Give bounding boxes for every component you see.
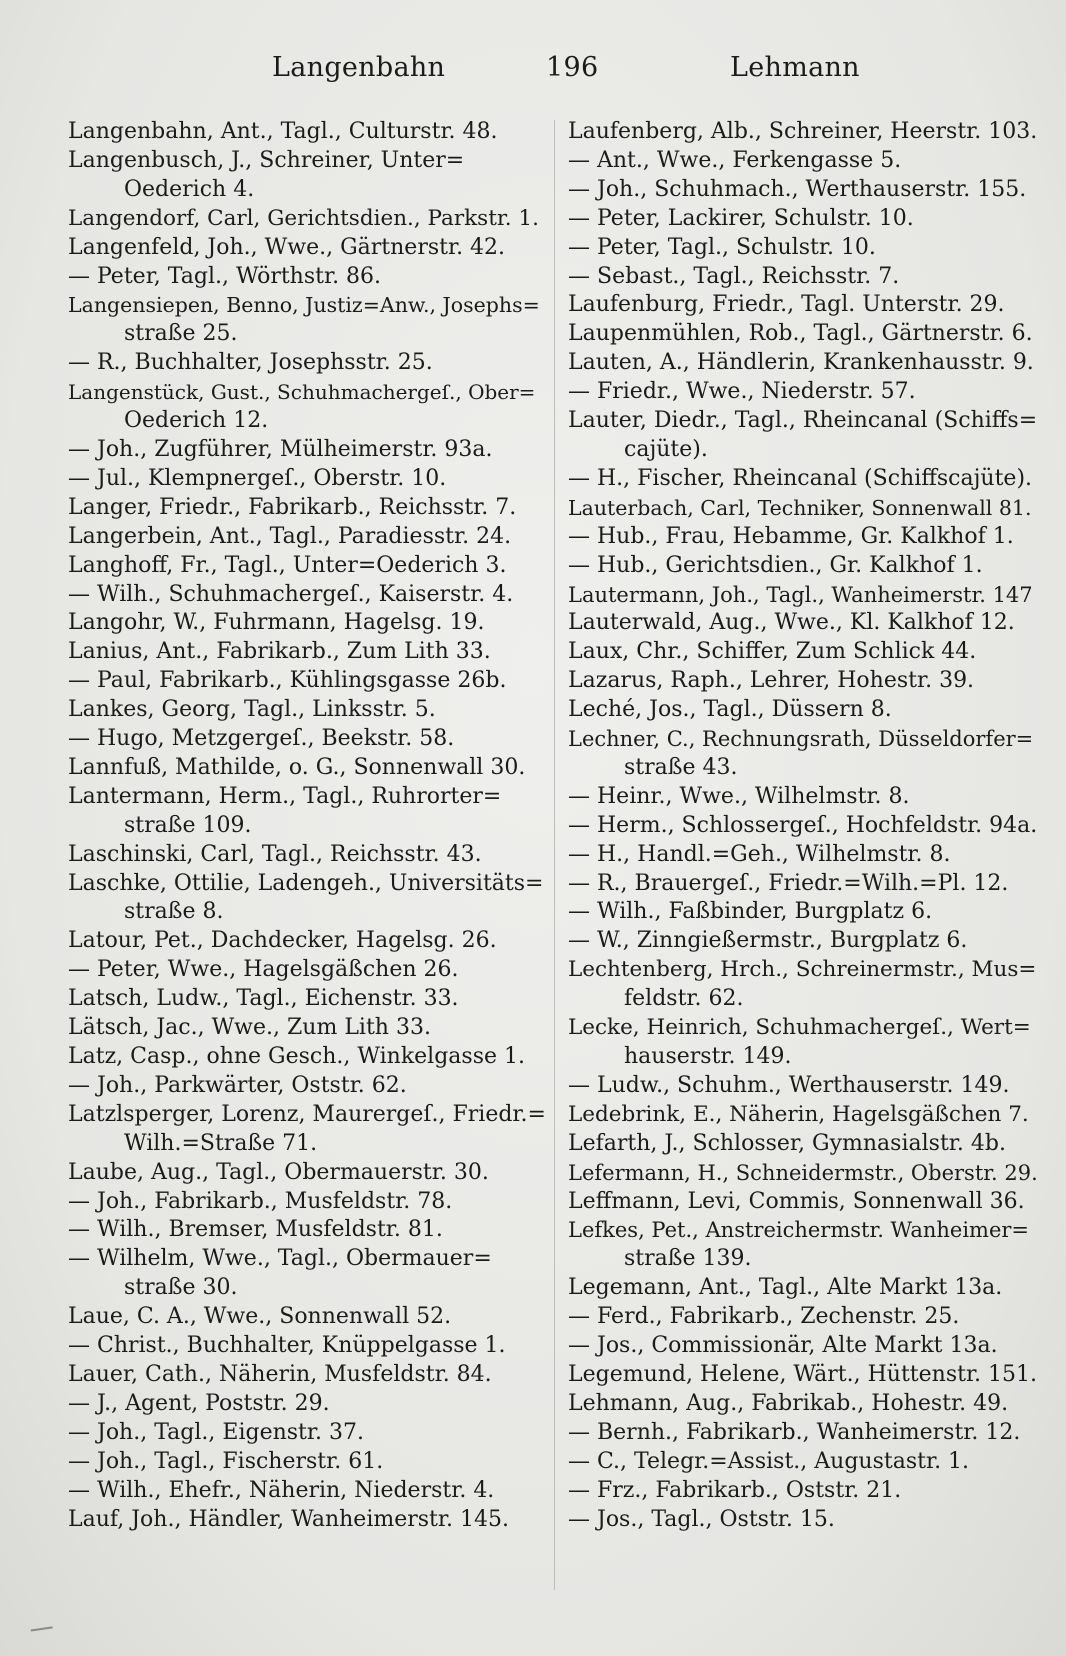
right-column [568, 118, 1038, 1534]
header-left-keyword: Langenbahn [272, 52, 446, 83]
directory-entry: Latsch, Ludw., Tagl., Eichenstr. 33. [68, 986, 459, 1012]
directory-entry: Langohr, W., Fuhrmann, Hagelsg. 19. [68, 610, 485, 636]
directory-entry: Langenbahn, Ant., Tagl., Culturstr. 48. [68, 119, 498, 144]
page-header [0, 52, 1066, 92]
directory-entry: Lauten, A., Händlerin, Krankenhausstr. 9. [568, 350, 1034, 376]
directory-entry: — C., Telegr.=Assist., Augustastr. 1. [568, 1448, 970, 1474]
directory-entry: — Peter, Lackirer, Schulstr. 10. [568, 205, 914, 231]
directory-entry: — Joh., Zugführer, Mülheimerstr. 93a. [68, 436, 493, 462]
header-right-keyword: Lehmann [730, 52, 860, 83]
directory-entry: Langendorf, Carl, Gerichtsdien., Parkstr. 1. [68, 205, 539, 231]
directory-entry: Leché, Jos., Tagl., Düssern 8. [568, 697, 892, 723]
directory-entry: feldstr. 62. [624, 986, 744, 1012]
directory-entry: straße 139. [624, 1246, 752, 1272]
page-number: 196 [546, 52, 599, 83]
directory-entry: Langhoff, Fr., Tagl., Unter=Oederich 3. [68, 552, 507, 578]
directory-entry: Lechner, C., Rechnungsrath, Düsseldorfer= [568, 727, 1034, 752]
directory-entry: Laue, C. A., Wwe., Sonnenwall 52. [68, 1304, 452, 1330]
directory-entry: Langensiepen, Benno, Justiz=Anw., Josephs= [68, 293, 540, 318]
directory-entry: Lätsch, Jac., Wwe., Zum Lith 33. [68, 1015, 431, 1041]
directory-entry: — Ludw., Schuhm., Werthauserstr. 149. [568, 1072, 1010, 1098]
directory-entry: Langer, Friedr., Fabrikarb., Reichsstr. 7. [68, 494, 517, 520]
directory-entry: Lankes, Georg, Tagl., Linksstr. 5. [68, 697, 436, 723]
directory-entry: — Bernh., Fabrikarb., Wanheimerstr. 12. [568, 1419, 1021, 1445]
directory-entry: — Ant., Wwe., Ferkengasse 5. [568, 147, 902, 173]
directory-entry: Laube, Aug., Tagl., Obermauerstr. 30. [68, 1159, 489, 1185]
directory-entry: — J., Agent, Poststr. 29. [68, 1390, 330, 1416]
directory-entry: Langerbein, Ant., Tagl., Paradiesstr. 24. [68, 523, 512, 549]
directory-entry: Lechtenberg, Hrch., Schreinermstr., Mus= [568, 957, 1037, 983]
directory-entry: — Peter, Tagl., Wörthstr. 86. [68, 263, 382, 289]
directory-entry: Latzlsperger, Lorenz, Maurergeſ., Friedr.= [68, 1101, 546, 1127]
directory-entry: straße 30. [124, 1275, 238, 1301]
directory-entry: — Joh., Schuhmach., Werthauserstr. 155. [568, 176, 1027, 202]
directory-entry: Laufenburg, Friedr., Tagl. Unterstr. 29. [568, 292, 1005, 318]
directory-entry: Lecke, Heinrich, Schuhmachergeſ., Wert= [568, 1015, 1031, 1041]
directory-entry: — W., Zinngießermstr., Burgplatz 6. [568, 928, 968, 954]
directory-entry: Lauterwald, Aug., Wwe., Kl. Kalkhof 12. [568, 610, 1015, 636]
directory-entry: cajüte). [624, 436, 708, 462]
directory-entry: Lauterbach, Carl, Techniker, Sonnenwall 81. [568, 495, 1032, 520]
directory-entry: — Joh., Parkwärter, Oststr. 62. [68, 1072, 407, 1098]
directory-entry: Latz, Casp., ohne Gesch., Winkelgasse 1. [68, 1044, 525, 1069]
directory-entry: Oederich 12. [124, 408, 269, 434]
left-column [68, 118, 546, 1534]
directory-entry: Lazarus, Raph., Lehrer, Hohestr. 39. [568, 668, 975, 694]
directory-entry: — Wilhelm, Wwe., Tagl., Obermauer= [68, 1246, 492, 1272]
directory-entry: Langenfeld, Joh., Wwe., Gärtnerstr. 42. [68, 234, 506, 260]
directory-entry: — Wilh., Ehefr., Näherin, Niederstr. 4. [68, 1477, 495, 1503]
directory-entry: — Jul., Klempnergeſ., Oberstr. 10. [68, 465, 447, 491]
directory-entry: Lannfuß, Mathilde, o. G., Sonnenwall 30. [68, 754, 526, 780]
directory-entry: — Herm., Schlossergeſ., Hochfeldstr. 94a. [568, 812, 1038, 838]
directory-entry: — Joh., Fabrikarb., Musfeldstr. 78. [68, 1188, 453, 1214]
directory-entry: straße 8. [124, 899, 224, 925]
directory-entry: Legemann, Ant., Tagl., Alte Markt 13a. [568, 1275, 1003, 1301]
directory-entry: Lefkes, Pet., Anstreichermstr. Wanheimer= [568, 1218, 1030, 1243]
directory-entry: — Wilh., Bremser, Musfeldstr. 81. [68, 1217, 443, 1243]
directory-entry: — R., Buchhalter, Josephsstr. 25. [68, 350, 433, 376]
directory-entry: straße 25. [124, 321, 238, 347]
directory-entry: — Hub., Frau, Hebamme, Gr. Kalkhof 1. [568, 523, 1014, 549]
directory-entry: Laschke, Ottilie, Ladengeh., Universitäts= [68, 870, 544, 896]
directory-entry: — Heinr., Wwe., Wilhelmstr. 8. [568, 783, 910, 809]
directory-entry: — Ferd., Fabrikarb., Zechenstr. 25. [568, 1304, 960, 1330]
directory-entry: — Paul, Fabrikarb., Kühlingsgasse 26b. [68, 668, 507, 694]
directory-entry: — Peter, Wwe., Hagelsgäßchen 26. [68, 957, 459, 983]
directory-entry: — Jos., Commissionär, Alte Markt 13a. [568, 1333, 998, 1359]
directory-entry: — Wilh., Schuhmachergeſ., Kaiserstr. 4. [68, 581, 514, 607]
directory-entry: Lauer, Cath., Näherin, Musfeldstr. 84. [68, 1361, 492, 1387]
directory-entry: Ledebrink, E., Näherin, Hagelsgäßchen 7. [568, 1101, 1029, 1127]
directory-entry: straße 43. [624, 754, 738, 780]
directory-entry: Langenbusch, J., Schreiner, Unter= [68, 147, 465, 173]
directory-entry: Legemund, Helene, Wärt., Hüttenstr. 151. [568, 1361, 1038, 1387]
corner-mark [29, 1617, 52, 1632]
directory-entry: Lefarth, J., Schlosser, Gymnasialstr. 4b. [568, 1130, 1006, 1156]
directory-entry: — R., Brauergeſ., Friedr.=Wilh.=Pl. 12. [568, 870, 1009, 896]
directory-entry: Lauf, Joh., Händler, Wanheimerstr. 145. [68, 1506, 509, 1532]
directory-entry: — H., Fischer, Rheincanal (Schiffscajüte). [568, 465, 1033, 491]
directory-entry: Laschinski, Carl, Tagl., Reichsstr. 43. [68, 841, 482, 867]
directory-entry: Laupenmühlen, Rob., Tagl., Gärtnerstr. 6. [568, 321, 1033, 347]
directory-entry: — Sebast., Tagl., Reichsstr. 7. [568, 263, 900, 289]
directory-entry: Lehmann, Aug., Fabrikab., Hohestr. 49. [568, 1390, 1009, 1416]
directory-entry: Leffmann, Levi, Commis, Sonnenwall 36. [568, 1188, 1025, 1214]
directory-entry: Lefermann, H., Schneidermstr., Oberstr. 29. [568, 1160, 1038, 1185]
directory-entry: — Friedr., Wwe., Niederstr. 57. [568, 379, 916, 405]
directory-entry: — Wilh., Faßbinder, Burgplatz 6. [568, 899, 933, 925]
directory-entry: — H., Handl.=Geh., Wilhelmstr. 8. [568, 841, 951, 867]
directory-entry: Latour, Pet., Dachdecker, Hagelsg. 26. [68, 928, 497, 954]
directory-entry: — Hub., Gerichtsdien., Gr. Kalkhof 1. [568, 552, 983, 578]
directory-entry: Lauter, Diedr., Tagl., Rheincanal (Schiffs= [568, 408, 1038, 434]
directory-entry: — Christ., Buchhalter, Knüppelgasse 1. [68, 1333, 506, 1359]
directory-entry: Lanius, Ant., Fabrikarb., Zum Lith 33. [68, 639, 491, 665]
directory-entry: — Hugo, Metzgergeſ., Beekstr. 58. [68, 726, 455, 752]
directory-entry: — Peter, Tagl., Schulstr. 10. [568, 234, 876, 260]
directory-entry: Lantermann, Herm., Tagl., Ruhrorter= [68, 783, 502, 809]
directory-entry: Oederich 4. [124, 176, 255, 202]
directory-entry: straße 109. [124, 812, 252, 838]
directory-entry: — Frz., Fabrikarb., Oststr. 21. [568, 1477, 902, 1503]
directory-entry: — Joh., Tagl., Fischerstr. 61. [68, 1448, 384, 1474]
directory-entry: Laux, Chr., Schiffer, Zum Schlick 44. [568, 639, 977, 665]
directory-entry: Wilh.=Straße 71. [124, 1130, 318, 1156]
directory-entry: Lautermann, Joh., Tagl., Wanheimerstr. 147 [568, 582, 1033, 607]
directory-entry: — Joh., Tagl., Eigenstr. 37. [68, 1419, 364, 1445]
directory-entry: hauserstr. 149. [624, 1044, 792, 1069]
directory-entry: Laufenberg, Alb., Schreiner, Heerstr. 103. [568, 119, 1038, 144]
column-divider [554, 120, 555, 1590]
directory-entry: — Jos., Tagl., Oststr. 15. [568, 1506, 835, 1532]
directory-entry: Langenstück, Gust., Schuhmachergeſ., Ober= [68, 380, 536, 405]
